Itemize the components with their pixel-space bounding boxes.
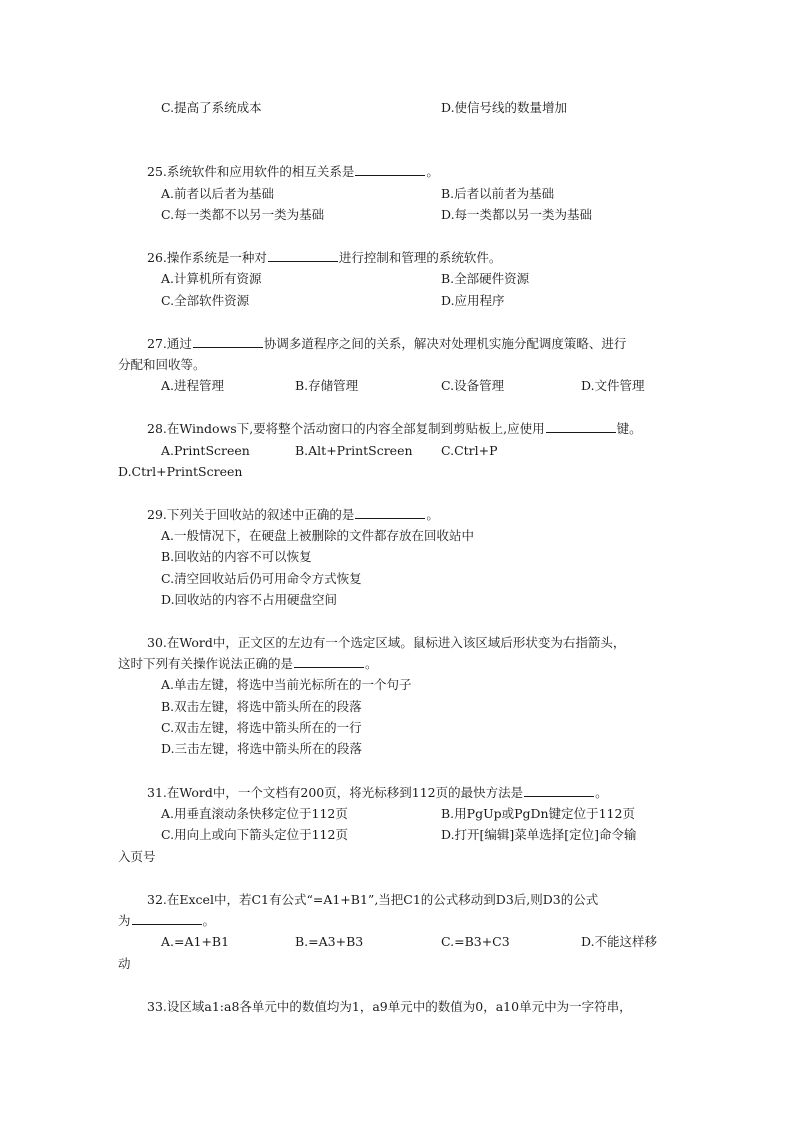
answer-blank [355,163,425,176]
q26-option-b: B.全部硬件资源 [441,271,530,286]
q32-option-a: A.=A1+B1 [161,934,230,949]
answer-blank [268,249,338,262]
q28-option-d: D.Ctrl+PrintScreen [118,464,243,479]
q28-option-b: B.Alt+PrintScreen [295,443,413,458]
q24-option-c: C.提高了系统成本 [161,100,262,115]
q26-option-a: A.计算机所有资源 [161,271,262,286]
q30-stem-prefix: 这时下列有关操作说法正确的是 [118,656,294,671]
q30-stem [118,655,378,673]
q32-option-b: B.=A3+B3 [295,934,364,949]
answer-blank [294,655,364,668]
answer-blank [132,912,202,925]
q27-stem [147,335,626,353]
q25-option-b: B.后者以前者为基础 [441,186,555,201]
answer-blank [193,335,263,348]
q31-option-c: C.用向上或向下箭头定位于112页 [161,827,348,842]
q31-stem-prefix: 31.在Word中，一个文档有200页，将光标移到112页的最快方法是 [147,785,524,800]
q29-option-b: B.回收站的内容不可以恢复 [161,549,312,564]
q27-option-b: B.存储管理 [295,378,359,393]
q32-stem-prefix: 为 [118,913,131,928]
q29-stem-suffix: 。 [426,507,439,522]
q30-option-b: B.双击左键，将选中箭头所在的段落 [161,699,362,714]
q29-stem-prefix: 29.下列关于回收站的叙述中正确的是 [147,507,355,522]
q32-stem-suffix: 。 [202,913,216,928]
q26-stem-prefix: 26.操作系统是一种对 [147,250,267,265]
q26-option-c: C.全部软件资源 [161,293,250,308]
q29-option-c: C.清空回收站后仍可用命令方式恢复 [161,571,362,586]
q28-stem [147,420,642,438]
q31-stem [147,784,608,802]
q28-stem-suffix: 键。 [616,421,642,436]
q24-option-d: D.使信号线的数量增加 [441,100,568,115]
q33-stem-line1: 33.设区域a1:a8各单元中的数值均为1，a9单元中的数值为0，a10单元中为一字符串， [147,999,632,1014]
q28-option-c: C.Ctrl+P [441,443,498,458]
q27-stem-line2: 分配和回收等。 [118,357,206,372]
q25-stem-prefix: 25.系统软件和应用软件的相互关系是 [147,164,355,179]
q31-option-a: A.用垂直滚动条快移定位于112页 [161,806,348,821]
q31-option-d-continued: 入页号 [118,849,156,864]
q28-option-a: A.PrintScreen [161,443,250,458]
q25-option-c: C.每一类都不以另一类为基础 [161,207,325,222]
q29-stem [147,506,439,524]
q27-stem-suffix: 协调多道程序之间的关系，解决对处理机实施分配调度策略、进行 [263,336,627,351]
q28-stem-prefix: 28.在Windows下,要将整个活动窗口的内容全部复制到剪贴板上,应使用 [147,421,545,436]
answer-blank [546,420,616,433]
q32-option-c: C.=B3+C3 [441,934,510,949]
q30-stem-line1: 30.在Word中，正文区的左边有一个选定区域。鼠标进入该区域后形状变为右指箭头， [147,635,626,650]
q30-stem-suffix: 。 [365,656,378,671]
answer-blank [355,506,425,519]
q26-stem-suffix: 进行控制和管理的系统软件。 [338,250,502,265]
q32-stem-line1: 32.在Excel中，若C1有公式“=A1+B1”,当把C1的公式移动到D3后,则D3的公式 [147,892,599,907]
q29-option-a: A.一般情况下，在硬盘上被删除的文件都存放在回收站中 [161,528,475,543]
q32-option-d-continued: 动 [118,956,131,971]
q31-option-b: B.用PgUp或PgDn键定位于112页 [441,806,635,821]
q27-option-c: C.设备管理 [441,378,505,393]
q27-stem-prefix: 27.通过 [147,336,192,351]
q32-stem [118,912,215,930]
q29-option-d: D.回收站的内容不占用硬盘空间 [161,592,338,607]
q27-option-a: A.进程管理 [161,378,225,393]
q32-option-d: D.不能这样移 [581,934,658,949]
q26-option-d: D.应用程序 [441,293,505,308]
answer-blank [524,784,594,797]
q30-option-c: C.双击左键，将选中箭头所在的一行 [161,720,362,735]
q31-stem-suffix: 。 [595,785,608,800]
q26-stem [147,249,501,267]
q30-option-a: A.单击左键，将选中当前光标所在的一个句子 [161,677,412,692]
q25-stem-suffix: 。 [426,164,439,179]
q25-option-a: A.前者以后者为基础 [161,186,275,201]
q25-option-d: D.每一类都以另一类为基础 [441,207,593,222]
q31-option-d: D.打开[编辑]菜单选择[定位]命令输 [441,827,637,842]
q27-option-d: D.文件管理 [581,378,645,393]
q25-stem [147,163,439,181]
q30-option-d: D.三击左键，将选中箭头所在的段落 [161,741,363,756]
